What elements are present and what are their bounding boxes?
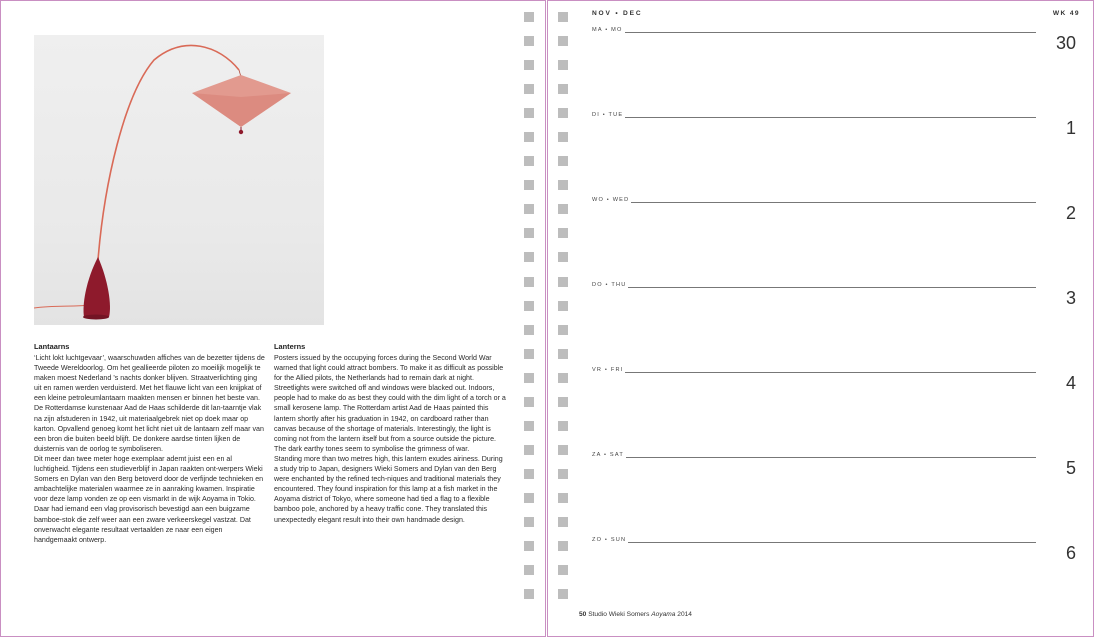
binding-hole xyxy=(524,84,534,94)
day-number: 4 xyxy=(1065,373,1076,393)
binding-hole xyxy=(524,325,534,335)
day-row-friday[interactable] xyxy=(592,367,1080,407)
binding-hole xyxy=(524,421,534,431)
binding-hole xyxy=(558,325,568,335)
binding-hole xyxy=(558,301,568,311)
binding-hole xyxy=(524,36,534,46)
binding-hole xyxy=(524,541,534,551)
binding-right xyxy=(558,12,568,613)
binding-hole xyxy=(558,156,568,166)
binding-hole xyxy=(558,36,568,46)
day-writing-line xyxy=(592,287,1036,288)
day-writing-line xyxy=(592,542,1036,543)
binding-hole xyxy=(524,60,534,70)
binding-hole xyxy=(524,228,534,238)
day-number: 5 xyxy=(1065,458,1076,478)
binding-hole xyxy=(558,349,568,359)
day-writing-line xyxy=(592,202,1036,203)
article-dutch-paragraph-2: Dit meer dan twee meter hoge exemplaar ademt juist een en al luchtigheid. Tijdens een studieverblijf in Japan raakten ont-werpers Wieki Somers en Dylan van den Berg betoverd door de verfijnde technieken en ambachtelijke materialen waarmee ze in aanraking kwamen. Inspiratie voor deze lamp vonden ze op een vismarkt in de wijk Aoyama in Tokio. Daar had iemand een vlag provisorisch bevestigd aan een buigzame bamboe-stok die zelf weer aan een zware verkeerskegel vastzat. Dat onverwacht elegante resultaat vertaalden ze naar een eigen handgemaakt ontwerp. xyxy=(34,454,264,544)
binding-hole xyxy=(524,373,534,383)
article-dutch-paragraph-1: ‘Licht lokt luchtgevaar’, waarschuwden affiches van de bezetter tijdens de Tweede Wereldoorlog. Om het geallieerde piloten zo moeilijk mogelijk te maken moest Nederland ’s nachts donker blijven. Straatverlichting ging uit en ramen werden verduisterd. Met het flauwe licht van een knijpkat of een kleine petroleumlantaarn maakten mensen er binnen het beste van. De Rotterdamse kunstenaar Aad de Haas schilderde dit lan-taarntje vlak na zijn afstuderen in 1942, uit materiaalgebrek niet op doek maar op karton. Opvallend genoeg komt het licht niet uit de lantaarn zelf maar van een bron die buiten beeld blijft. De donkere aardse tinten lijken de duisternis van de oorlog te symboliseren. xyxy=(34,354,265,453)
week-header: WK 49 xyxy=(1052,10,1080,17)
binding-hole xyxy=(524,180,534,190)
page-number: 50 xyxy=(579,611,587,618)
article-dutch xyxy=(34,342,266,545)
day-row-monday[interactable] xyxy=(592,27,1080,67)
binding-hole xyxy=(558,228,568,238)
footer-title: Aoyama xyxy=(651,611,676,618)
footer-designer: Studio Wieki Somers xyxy=(588,611,650,618)
binding-hole xyxy=(558,84,568,94)
binding-hole xyxy=(524,589,534,599)
lamp-photo xyxy=(34,35,324,325)
binding-hole xyxy=(524,132,534,142)
day-label: ZO • SUN xyxy=(592,537,627,543)
binding-hole xyxy=(558,421,568,431)
binding-hole xyxy=(558,445,568,455)
binding-hole xyxy=(524,108,534,118)
binding-hole xyxy=(524,469,534,479)
binding-hole xyxy=(524,277,534,287)
day-row-tuesday[interactable] xyxy=(592,112,1080,152)
day-writing-line xyxy=(592,117,1036,118)
day-writing-line xyxy=(592,372,1036,373)
article-english-heading: Lanterns xyxy=(274,342,306,351)
day-row-saturday[interactable] xyxy=(592,452,1080,492)
binding-hole xyxy=(558,397,568,407)
day-row-sunday[interactable] xyxy=(592,537,1080,577)
lamp-base-bottom xyxy=(83,315,109,320)
day-label: DI • TUE xyxy=(592,112,624,118)
day-row-thursday[interactable] xyxy=(592,282,1080,322)
binding-hole xyxy=(558,12,568,22)
binding-hole xyxy=(524,493,534,503)
day-label: DO • THU xyxy=(592,282,627,288)
binding-hole xyxy=(558,373,568,383)
binding-hole xyxy=(558,469,568,479)
binding-left xyxy=(524,12,534,613)
binding-hole xyxy=(558,204,568,214)
binding-hole xyxy=(524,517,534,527)
binding-hole xyxy=(558,180,568,190)
binding-hole xyxy=(558,493,568,503)
day-number: 3 xyxy=(1065,288,1076,308)
day-writing-line xyxy=(592,32,1036,33)
binding-hole xyxy=(524,12,534,22)
binding-hole xyxy=(558,132,568,142)
binding-hole xyxy=(524,301,534,311)
article-english xyxy=(274,342,506,525)
day-label: WO • WED xyxy=(592,197,630,203)
article-dutch-heading: Lantaarns xyxy=(34,342,70,351)
day-number: 2 xyxy=(1065,203,1076,223)
binding-hole xyxy=(558,277,568,287)
lamp-tassel xyxy=(239,130,243,134)
binding-hole xyxy=(558,517,568,527)
day-number: 30 xyxy=(1055,33,1076,53)
month-header: NOV • DEC xyxy=(592,10,643,17)
binding-hole xyxy=(524,252,534,262)
binding-hole xyxy=(524,349,534,359)
article-english-paragraph-2: Standing more than two metres high, this lantern exudes airiness. During a study trip to Japan, designers Wieki Somers and Dylan van den Berg were enchanted by the refined tech-niques and traditional materials they encountered. They found inspiration for this lamp at a fish market in the Aoyama district of Tokyo, where someone had tied a flag to a flexible bamboo pole, anchored by a heavy traffic cone. They translated this unexpectedly elegant result into their own handmade design. xyxy=(274,454,503,524)
day-label: MA • MO xyxy=(592,27,623,33)
lamp-base xyxy=(84,257,110,317)
binding-hole xyxy=(558,565,568,575)
day-number: 1 xyxy=(1065,118,1076,138)
binding-hole xyxy=(558,60,568,70)
lamp-shade-underside xyxy=(192,93,291,127)
day-label: ZA • SAT xyxy=(592,452,624,458)
day-number: 6 xyxy=(1065,543,1076,563)
binding-hole xyxy=(524,565,534,575)
binding-hole xyxy=(558,108,568,118)
binding-hole xyxy=(524,204,534,214)
lamp-illustration xyxy=(34,35,324,325)
binding-hole xyxy=(558,252,568,262)
binding-hole xyxy=(524,397,534,407)
day-label: VR • FRI xyxy=(592,367,624,373)
binding-hole xyxy=(524,156,534,166)
binding-hole xyxy=(524,445,534,455)
day-writing-line xyxy=(592,457,1036,458)
lamp-cord xyxy=(34,305,89,308)
binding-hole xyxy=(558,541,568,551)
article-english-paragraph-1: Posters issued by the occupying forces during the Second World War warned that light could attract bombers. To make it as difficult as possible for the Allied pilots, the Netherlands had to remain dark at night. Streetlights were switched off and windows were blacked out. Indoors, people had to make do as best they could with the dim light of a torch or a small kerosene lamp. The Rotterdam artist Aad de Haas painted this lantern shortly after his graduation in 1942, on cardboard rather than canvas because of the shortage of materials. Interestingly, the light is coming not from the lantern itself but from a source outside the picture. The dark earthy tones seem to symbolise the grimness of war. xyxy=(274,354,506,453)
day-row-wednesday[interactable] xyxy=(592,197,1080,237)
binding-hole xyxy=(558,589,568,599)
page-footer xyxy=(579,611,692,618)
footer-year: 2014 xyxy=(677,611,692,618)
lamp-pole xyxy=(98,46,239,260)
